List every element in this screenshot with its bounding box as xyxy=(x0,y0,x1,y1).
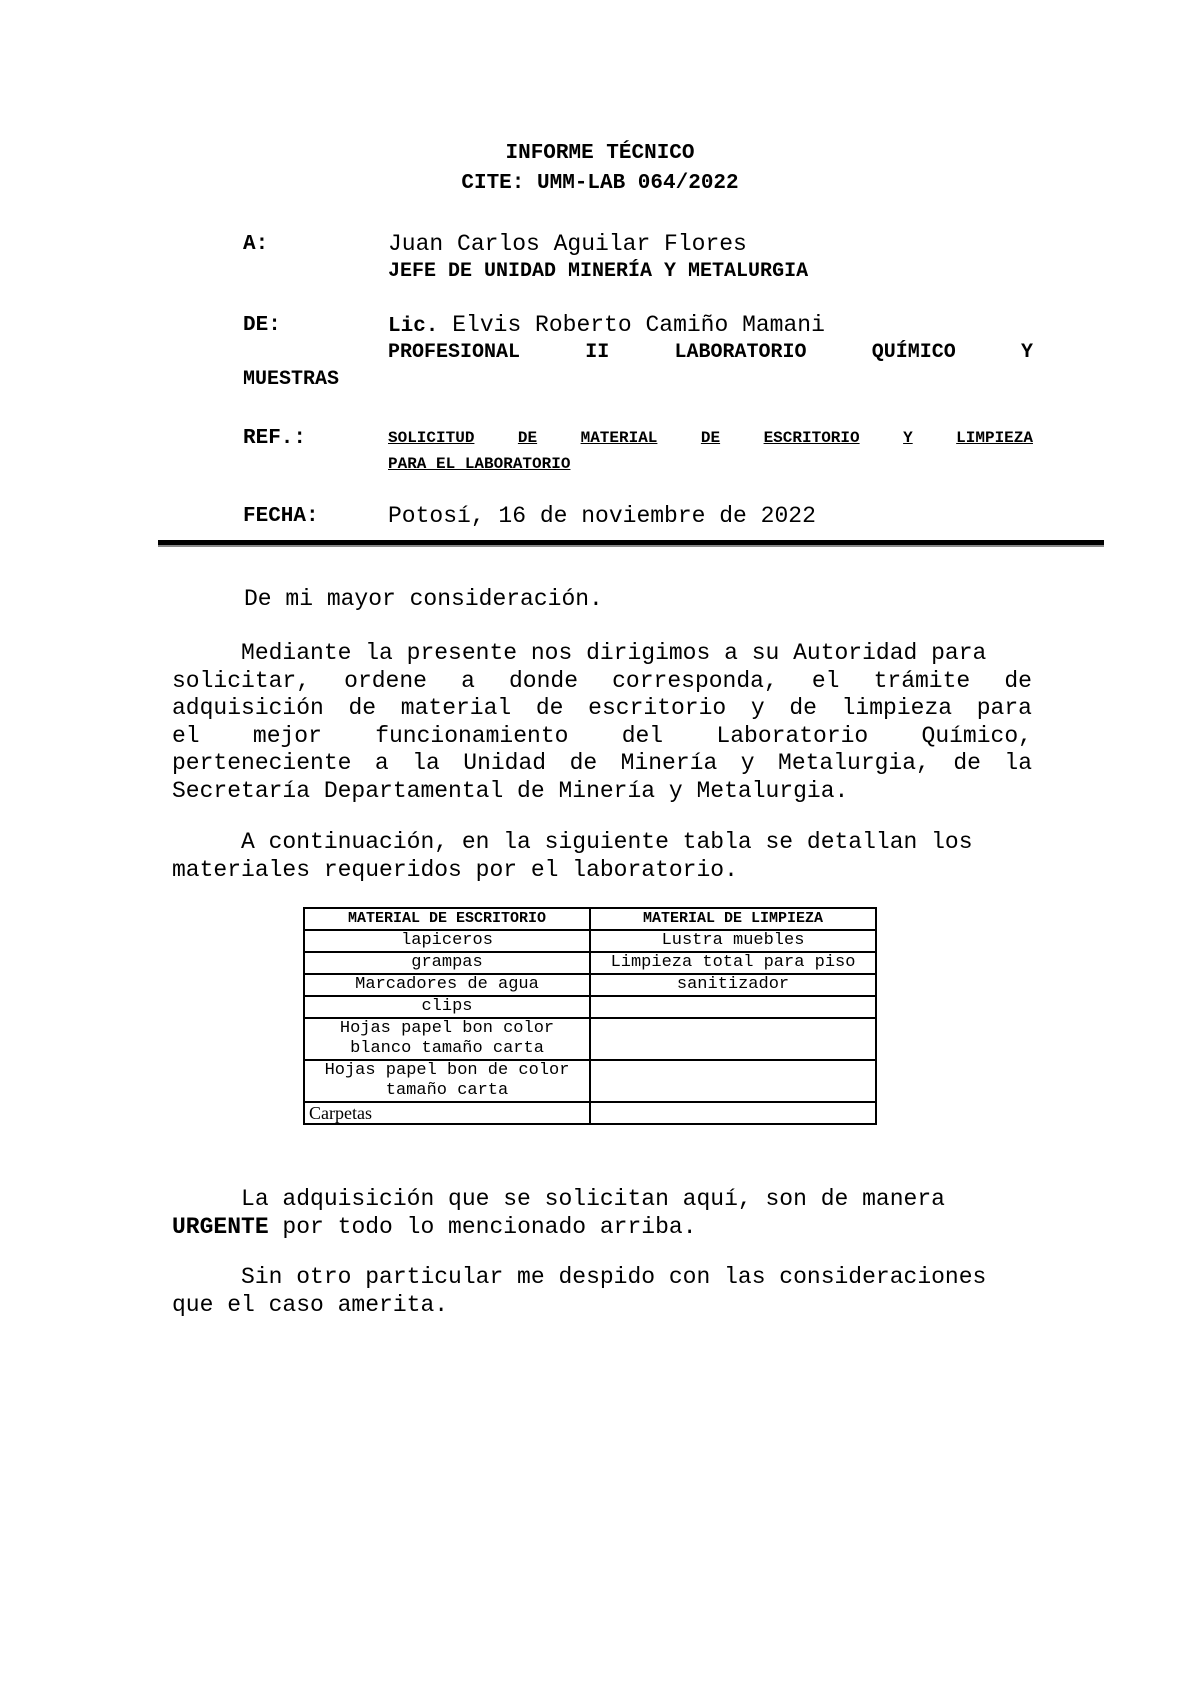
word: escritorio xyxy=(588,695,727,721)
word: del xyxy=(621,722,664,749)
word: limpieza xyxy=(841,695,953,721)
word: de xyxy=(535,695,564,721)
word: de xyxy=(789,695,817,721)
word: para xyxy=(976,695,1032,721)
word: perteneciente xyxy=(172,750,352,776)
header-office-material: MATERIAL DE ESCRITORIO xyxy=(304,908,590,930)
word: y xyxy=(750,695,765,721)
from-label: DE: xyxy=(243,314,281,337)
header-divider xyxy=(158,540,1104,545)
word: Unidad xyxy=(463,750,547,776)
cite-number: CITE: UMM-LAB 064/2022 xyxy=(461,172,739,195)
from-name: Elvis Roberto Camiño Mamani xyxy=(452,312,825,338)
word: el xyxy=(811,667,840,694)
word: ordene xyxy=(344,667,427,694)
word: Químico, xyxy=(921,722,1032,749)
word: material xyxy=(400,695,512,721)
from-prefix: Lic. xyxy=(388,315,439,338)
word: a xyxy=(374,750,389,776)
word: la xyxy=(1004,750,1032,776)
word: a xyxy=(461,667,475,694)
table-header-row xyxy=(304,908,876,930)
word: corresponda, xyxy=(612,667,778,694)
from-position-line2: MUESTRAS xyxy=(243,368,340,391)
word: mejor xyxy=(252,722,322,749)
word: donde xyxy=(509,667,579,694)
to-name: Juan Carlos Aguilar Flores xyxy=(388,231,747,257)
materials-table xyxy=(303,907,877,1125)
word: la xyxy=(412,750,440,776)
word: Metalurgia, xyxy=(778,750,930,776)
ref-label: REF.: xyxy=(243,427,307,450)
paragraph-urgent: La adquisición que se solicitan aquí, son de manera URGENTE por todo lo mencionado arriba. xyxy=(172,1186,945,1240)
word: funcionamiento xyxy=(375,722,569,749)
word: el xyxy=(172,722,200,749)
date-value: Potosí, 16 de noviembre de 2022 xyxy=(388,503,816,529)
from-name-line xyxy=(388,311,825,341)
table-row: Carpetas xyxy=(304,1102,876,1124)
table-row: clips xyxy=(304,996,876,1018)
reference-text xyxy=(388,425,1033,477)
word: trámite xyxy=(873,667,971,694)
from-position-line1: PROFESIONAL II LABORATORIO QUÍMICO Y xyxy=(388,341,1033,364)
paragraph-table-intro: A continuación, en la siguiente tabla se detallan los materiales requeridos por el laboratorio. xyxy=(172,829,973,883)
reference-line2: PARA EL LABORATORIO xyxy=(388,455,571,473)
greeting: De mi mayor consideración. xyxy=(244,586,603,612)
reference-line1: SOLICITUD DE MATERIAL DE ESCRITORIO Y LIMPIEZA xyxy=(388,429,1033,447)
date-label: FECHA: xyxy=(243,505,319,528)
urgent-text: URGENTE xyxy=(172,1213,269,1240)
table-row: grampas Limpieza total para piso xyxy=(304,952,876,974)
table-row: lapiceros Lustra muebles xyxy=(304,930,876,952)
paragraph-closing: Sin otro particular me despido con las consideraciones que el caso amerita. xyxy=(172,1264,987,1318)
word: adquisición xyxy=(172,695,324,721)
table-row: Hojas papel bon color blanco tamaño carta xyxy=(304,1018,876,1060)
word: de xyxy=(1004,667,1032,694)
word: de xyxy=(348,695,377,721)
to-label: A: xyxy=(243,233,269,256)
table-row: Marcadores de agua sanitizador xyxy=(304,974,876,996)
word: Laboratorio xyxy=(716,722,869,749)
to-position: JEFE DE UNIDAD MINERÍA Y METALURGIA xyxy=(388,260,809,283)
word: de xyxy=(953,750,981,776)
word: Minería xyxy=(620,750,718,776)
paragraph-request: Mediante la presente nos dirigimos a su Autoridad para solicitar, ordene a donde corresponda, el trámite de adquisición de material de escritorio y de limpieza para el mejor funcionamiento del Laboratorio Químico, perteneciente a la Unidad de Minería y Metalurgia, de la Secretaría Departamental de Minería y Metalurgia. xyxy=(172,640,1032,804)
header-cleaning-material: MATERIAL DE LIMPIEZA xyxy=(590,908,876,930)
word: de xyxy=(569,750,598,776)
word: solicitar, xyxy=(172,667,311,694)
document-title: INFORME TÉCNICO xyxy=(505,142,695,165)
word: y xyxy=(740,750,755,776)
table-row: Hojas papel bon de color tamaño carta xyxy=(304,1060,876,1102)
